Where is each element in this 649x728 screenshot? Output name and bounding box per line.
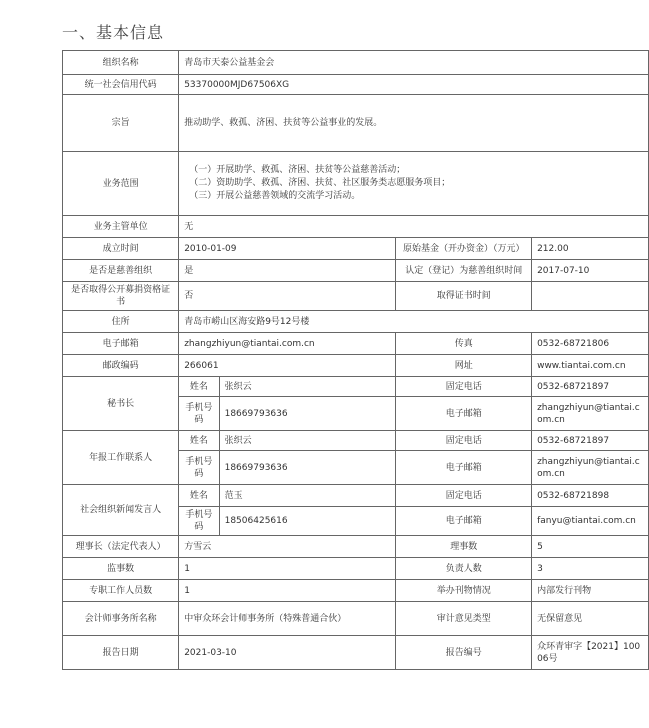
- contact-mobile: 18506425616: [219, 507, 396, 536]
- table-row: [63, 238, 649, 260]
- fax-label: 传真: [396, 333, 532, 355]
- staff-value: 1: [179, 580, 396, 602]
- contact-name: 张织云: [219, 377, 396, 397]
- certificate-date-label: 取得证书时间: [396, 282, 532, 311]
- table-row: [63, 51, 649, 75]
- contact-email: zhangzhiyun@tiantai.com.cn: [532, 397, 649, 431]
- table-row: [63, 260, 649, 282]
- purpose-label: 宗旨: [63, 95, 179, 152]
- purpose-value: 推动助学、救孤、济困、扶贫等公益事业的发展。: [179, 95, 649, 152]
- fax-value: 0532-68721806: [532, 333, 649, 355]
- report-number-label: 报告编号: [396, 636, 532, 670]
- basic-info-table: [62, 50, 649, 670]
- report-number-value: 众环青审字【2021】10006号: [532, 636, 649, 670]
- contact-phone-label: 固定电话: [396, 431, 532, 451]
- table-row: [63, 152, 649, 216]
- initial-fund-label: 原始基金（开办资金）（万元）: [396, 238, 532, 260]
- table-row: [63, 485, 649, 507]
- fundraising-value: 否: [179, 282, 396, 311]
- staff-label: 专职工作人员数: [63, 580, 179, 602]
- publication-label: 举办刊物情况: [396, 580, 532, 602]
- contact-email-label: 电子邮箱: [396, 451, 532, 485]
- contact-mobile: 18669793636: [219, 397, 396, 431]
- contact-role: 秘书长: [63, 377, 179, 431]
- leaders-count-value: 3: [532, 558, 649, 580]
- chairman-label: 理事长（法定代表人）: [63, 536, 179, 558]
- supervisors-value: 1: [179, 558, 396, 580]
- supervisor-label: 业务主管单位: [63, 216, 179, 238]
- fundraising-label: 是否取得公开募捐资格证书: [63, 282, 179, 311]
- report-date-value: 2021-03-10: [179, 636, 396, 670]
- table-row: [63, 216, 649, 238]
- scope-line: （三）开展公益慈善领域的交流学习活动。: [189, 191, 361, 201]
- contact-email-label: 电子邮箱: [396, 507, 532, 536]
- table-row: [63, 636, 649, 670]
- table-row: [63, 602, 649, 636]
- audit-opinion-value: 无保留意见: [532, 602, 649, 636]
- contact-name: 范玉: [219, 485, 396, 507]
- charity-label: 是否是慈善组织: [63, 260, 179, 282]
- contact-name-label: 姓名: [179, 377, 219, 397]
- scope-value: [179, 152, 649, 216]
- scope-line: （一）开展助学、救孤、济困、扶贫等公益慈善活动；: [189, 165, 406, 175]
- contact-phone-label: 固定电话: [396, 485, 532, 507]
- postcode-value: 266061: [179, 355, 396, 377]
- established-label: 成立时间: [63, 238, 179, 260]
- contact-email-label: 电子邮箱: [396, 397, 532, 431]
- contact-email: fanyu@tiantai.com.cn: [532, 507, 649, 536]
- website-value: www.tiantai.com.cn: [532, 355, 649, 377]
- table-row: [63, 75, 649, 95]
- publication-value: 内部发行刊物: [532, 580, 649, 602]
- report-date-label: 报告日期: [63, 636, 179, 670]
- table-row: [63, 333, 649, 355]
- supervisor-value: 无: [179, 216, 649, 238]
- contact-mobile-label: 手机号码: [179, 451, 219, 485]
- chairman-value: 方雪云: [179, 536, 396, 558]
- address-value: 青岛市崂山区海安路9号12号楼: [179, 311, 649, 333]
- contact-role: 年报工作联系人: [63, 431, 179, 485]
- scope-label: 业务范围: [63, 152, 179, 216]
- table-row: [63, 282, 649, 311]
- contact-name: 张织云: [219, 431, 396, 451]
- supervisors-label: 监事数: [63, 558, 179, 580]
- accountant-value: 中审众环会计师事务所（特殊普通合伙）: [179, 602, 396, 636]
- charity-date-value: 2017-07-10: [532, 260, 649, 282]
- table-row: [63, 95, 649, 152]
- scope-line: （二）资助助学、救孤、济困、扶贫、社区服务类志愿服务项目；: [189, 178, 451, 188]
- table-row: [63, 580, 649, 602]
- established-value: 2010-01-09: [179, 238, 396, 260]
- accountant-label: 会计师事务所名称: [63, 602, 179, 636]
- contact-phone: 0532-68721897: [532, 377, 649, 397]
- table-row: [63, 377, 649, 397]
- contact-mobile-label: 手机号码: [179, 397, 219, 431]
- audit-opinion-label: 审计意见类型: [396, 602, 532, 636]
- contact-email: zhangzhiyun@tiantai.com.cn: [532, 451, 649, 485]
- email-label: 电子邮箱: [63, 333, 179, 355]
- directors-count-value: 5: [532, 536, 649, 558]
- directors-count-label: 理事数: [396, 536, 532, 558]
- contact-mobile: 18669793636: [219, 451, 396, 485]
- org-name-value: 青岛市天泰公益基金会: [179, 51, 649, 75]
- contact-mobile-label: 手机号码: [179, 507, 219, 536]
- contact-name-label: 姓名: [179, 431, 219, 451]
- table-row: [63, 311, 649, 333]
- email-value: zhangzhiyun@tiantai.com.cn: [179, 333, 396, 355]
- postcode-label: 邮政编码: [63, 355, 179, 377]
- credit-code-value: 53370000MJD67506XG: [179, 75, 649, 95]
- charity-date-label: 认定（登记）为慈善组织时间: [396, 260, 532, 282]
- contact-name-label: 姓名: [179, 485, 219, 507]
- contact-role: 社会组织新闻发言人: [63, 485, 179, 536]
- address-label: 住所: [63, 311, 179, 333]
- org-name-label: 组织名称: [63, 51, 179, 75]
- section-title: 一、基本信息: [62, 23, 165, 42]
- table-row: [63, 431, 649, 451]
- website-label: 网址: [396, 355, 532, 377]
- certificate-date-value: [532, 282, 649, 311]
- initial-fund-value: 212.00: [532, 238, 649, 260]
- table-row: [63, 536, 649, 558]
- credit-code-label: 统一社会信用代码: [63, 75, 179, 95]
- contact-phone-label: 固定电话: [396, 377, 532, 397]
- table-row: [63, 355, 649, 377]
- charity-value: 是: [179, 260, 396, 282]
- contact-phone: 0532-68721897: [532, 431, 649, 451]
- table-row: [63, 558, 649, 580]
- leaders-count-label: 负责人数: [396, 558, 532, 580]
- contact-phone: 0532-68721898: [532, 485, 649, 507]
